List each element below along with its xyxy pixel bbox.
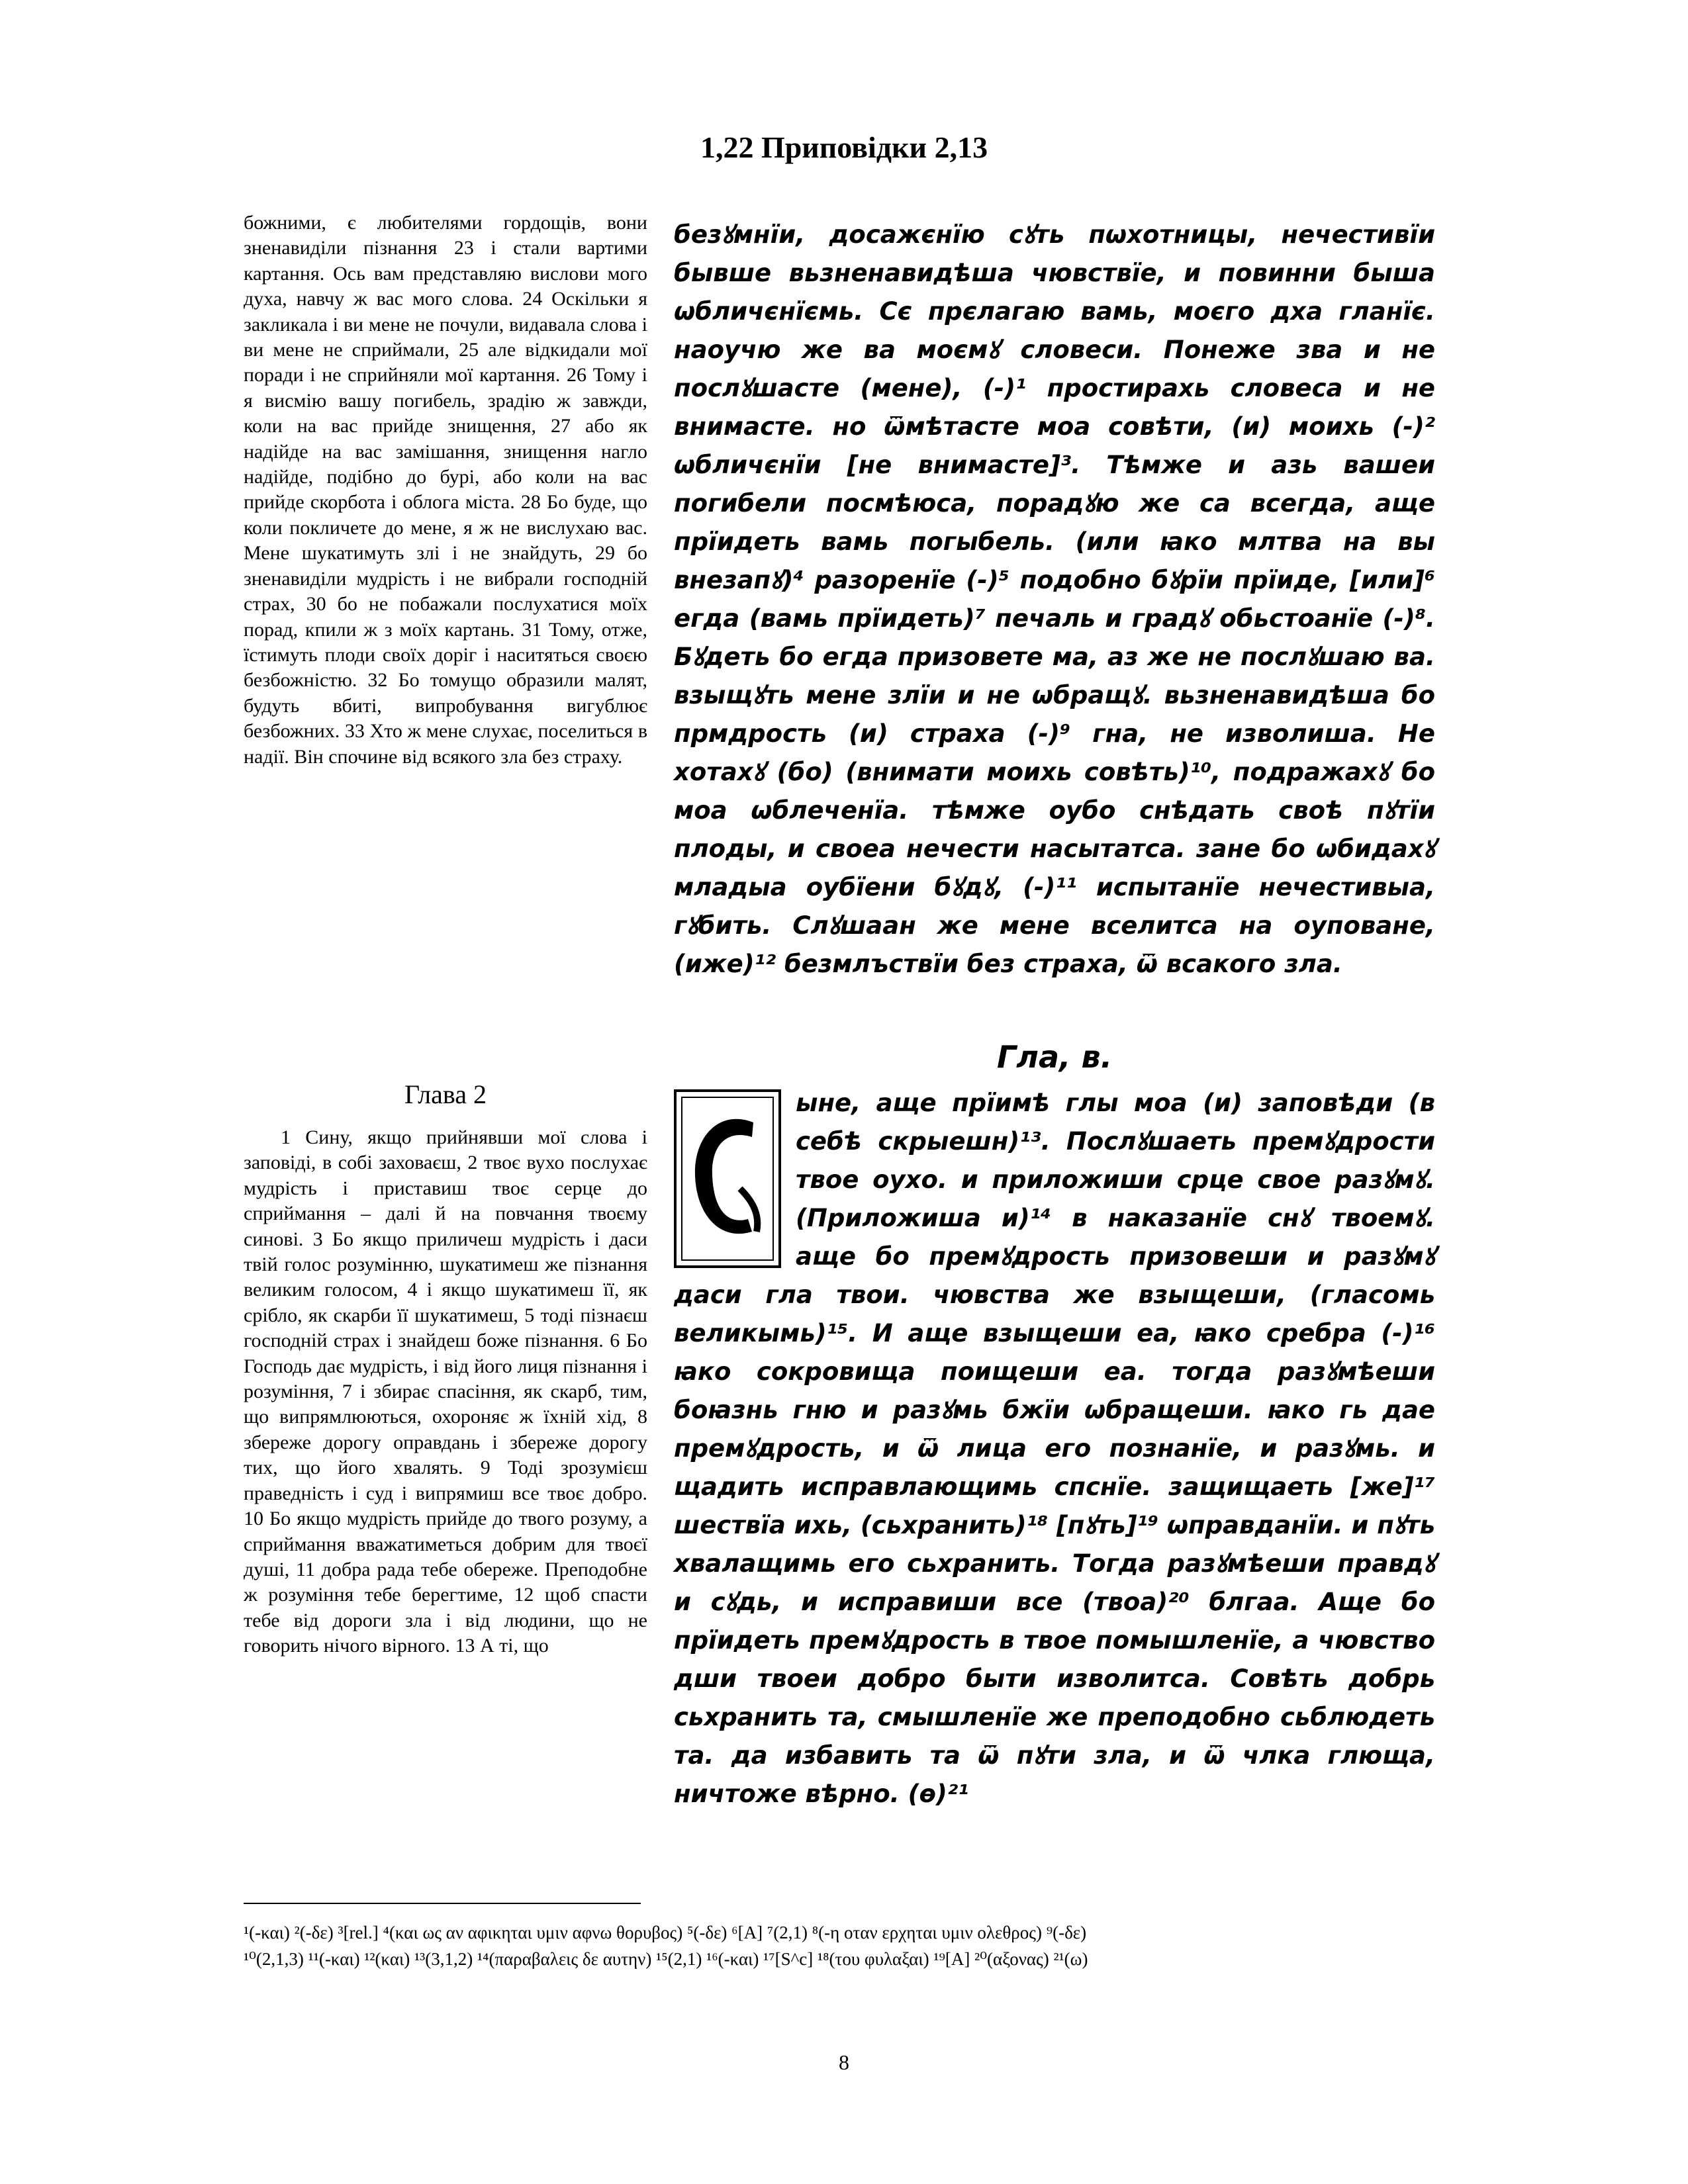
left-chapter-title: Глава 2 — [404, 1079, 487, 1109]
footnote-separator — [244, 1903, 641, 1904]
left-text-part1: божними, є любителями гордощів, вони зненавиділи пізнання 23 і стали вартими картання. Ось вам представляю вислови мого духа, навчу ж вас мого слова. 24 Оскільки я закликала і ви мене не почули, видавала слова і ви мене не сприймали, 25 але відкидали мої поради і не сприйняли мої картання. 26 Тому і я висмію вашу погибель, зрадію ж завжди, коли на вас прийде знищення, 27 або як надійде на вас замішання, знищення нагло надійде, подібно до бурі, або коли на вас прийде скорбота і облога міста. 28 Бо буде, що коли покличете до мене, я ж не вислухаю вас. Мене шукатимуть злі і не знайдуть, 29 бо зненавиділи мудрість і не вибрали господній страх, 30 бо не побажали послухатися моїх порад, кпили ж з моїх картань. 31 Тому, отже, їстимуть плоди своїх доріг і наситяться своєю безбожністю. 32 Бо томущо образили малят, будуть вбиті, випробування вигублює безбожних. 33 Хто ж мене слухає, поселиться в надії. Він спочине від всякого зла без страху. — [244, 212, 647, 768]
page-header: 1,22 Приповідки 2,13 — [700, 130, 988, 164]
left-column-part2 — [244, 1125, 647, 1846]
right-text-part2: ыне, аще прїимѣ глы моа (и) заповѣди (в себѣ скрыешн)¹³. Послꙋшаеть премꙋдрости твое оухо. и приложиши срце свое разꙋмꙋ. (Приложиша и)¹⁴ в наказанїе снꙋ твоемꙋ. аще бо премꙋдрость призовеши и разꙋмꙋ даси гла твои. чювства же взыщеши, (гласомь великымь)¹⁵. И аще взыщеши еа, ꙗко сребра (-)¹⁶ ꙗко сокровища поищеши еа. тогда разꙋмѣеши боꙗзнь гню и разꙋмь бжїи ѡбращеши. ꙗко гь дае премꙋдрость, и ѿ лица его познанїе, и разꙋмь. и щадить исправлающимь спснїе. защищаеть [же]¹⁷ шествїа ихь, (сьхранить)¹⁸ [пꙋть]¹⁹ ѡправданїи. и пꙋть хвалащимь его сьхранить. Тогда разꙋмѣеши правдꙋ и сꙋдь, и исправиши все (твоа)²⁰ блгаа. Аще бо прїидеть премꙋдрость в твое помышленїе, а чювство дши твоеи добро быти изволитса. Совѣть добрь сьхранить та, смышленїе же преподобно сьблюдеть та. да избавить та ѿ пꙋти зла, и ѿ члка глюща, ничтоже вѣрно. (ѳ)²¹ — [674, 1089, 1435, 1808]
page-number: 8 — [839, 2050, 849, 2074]
decorated-initial-icon — [674, 1089, 781, 1268]
left-column-part1 — [244, 210, 647, 991]
footnote-line-1: ¹(-και) ²(-δε) ³[rel.] ⁴(και ως αν αφικηται υμιν αφνω θορυβος) ⁵(-δε) ⁶[A] ⁷(2,1) ⁸(-η οταν ερχηται υμιν ολεθρος) ⁹(-δε) — [244, 1923, 1087, 1942]
left-text-part2: 1 Сину, якщо прийнявши мої слова і заповіді, в собі заховаєш, 2 твоє вухо послухає мудрість і приставиш твоє серце до сприймання – далі й на повчання твоєму синові. 3 Бо якщо приличеш мудрість і даси твій голос розумінню, шукатимеш же пізнання великим голосом, 4 і якщо шукатимеш її, як срібло, як скарби її шукатимеш, 5 тоді пізнаєш господній страх і знайдеш боже пізнання. 6 Бо Господь дає мудрість, і від його лиця пізнання і розуміння, 7 і збирає спасіння, як скарб, тим, що випрямлюються, охороняє ж їхній хід, 8 збереже дорогу оправдань і збереже дорогу тих, що його хвалять. 9 Тоді зрозумієш праведність і суд і випрямиш все твоє добро. 10 Бо якщо мудрість прийде до твого розуму, а сприймання вважатиметься добрим для твоєї душі, 11 добра рада тебе обереже. Преподобне ж розуміння тебе берегтиме, 12 щоб спасти тебе від дороги зла і від людини, що не говорить нічого вірного. 13 А ті, що — [244, 1126, 647, 1657]
right-column-part2 — [674, 1084, 1435, 1865]
footnotes — [244, 1919, 1442, 1972]
right-column-part1 — [674, 216, 1435, 1030]
right-chapter-heading: Гла, в. — [996, 1039, 1113, 1075]
footnote-line-2: ¹⁰(2,1,3) ¹¹(-και) ¹²(και) ¹³(3,1,2) ¹⁴(παραβαλεις δε αυτην) ¹⁵(2,1) ¹⁶(-και) ¹⁷[S^c] ¹⁸(του φυλαξαι) ¹⁹[A] ²⁰(αξονας) ²¹(ω) — [244, 1949, 1088, 1969]
right-text-part1: безꙋмнїи, досажєнїю сꙋть пѡхотницы, нечестивїи бывше вьзненавидѣша чювствїе, и повинни быша ѡбличєнїємь. Сє прєлагаю вамь, моєго дха гланїє. наоучю же ва моємꙋ словеси. Понеже зва и не послꙋшасте (мене), (-)¹ простирахь словеса и не внимасте. но ѿмѣтасте моа совѣти, (и) моихь (-)² ѡбличєнїи [не внимасте]³. Тѣмже и азь вашеи погибели посмѣюса, порадꙋю же са всегда, аще прїидеть вамь погыбель. (или ꙗко млтва на вы внезапꙋ)⁴ разоренїе (-)⁵ подобно бꙋрїи прїиде, [или]⁶ егда (вамь прїидеть)⁷ печаль и градꙋ обьстоанїе (-)⁸. Бꙋдеть бо егда призовете ма, аз же не послꙋшаю ва. взыщꙋть мене злїи и не ѡбращꙋ. вьзненавидѣша бо прмдрость (и) страха (-)⁹ гна, не изволиша. Не хотахꙋ (бо) (внимати моихь совѣть)¹⁰, подражахꙋ бо моа ѡблеченїа. тѣмже оубо снѣдать своѣ пꙋтїи плоды, и своеа нечести насытатса. зане бо ѡбидахꙋ младыа оубїени бꙋдꙋ, (-)¹¹ испытанїе нечестивыа, гꙋбить. Слꙋшаан же мене вселитса на оуповане, (иже)¹² безмлъствїи без страха, ѿ всакого зла. — [674, 220, 1435, 978]
